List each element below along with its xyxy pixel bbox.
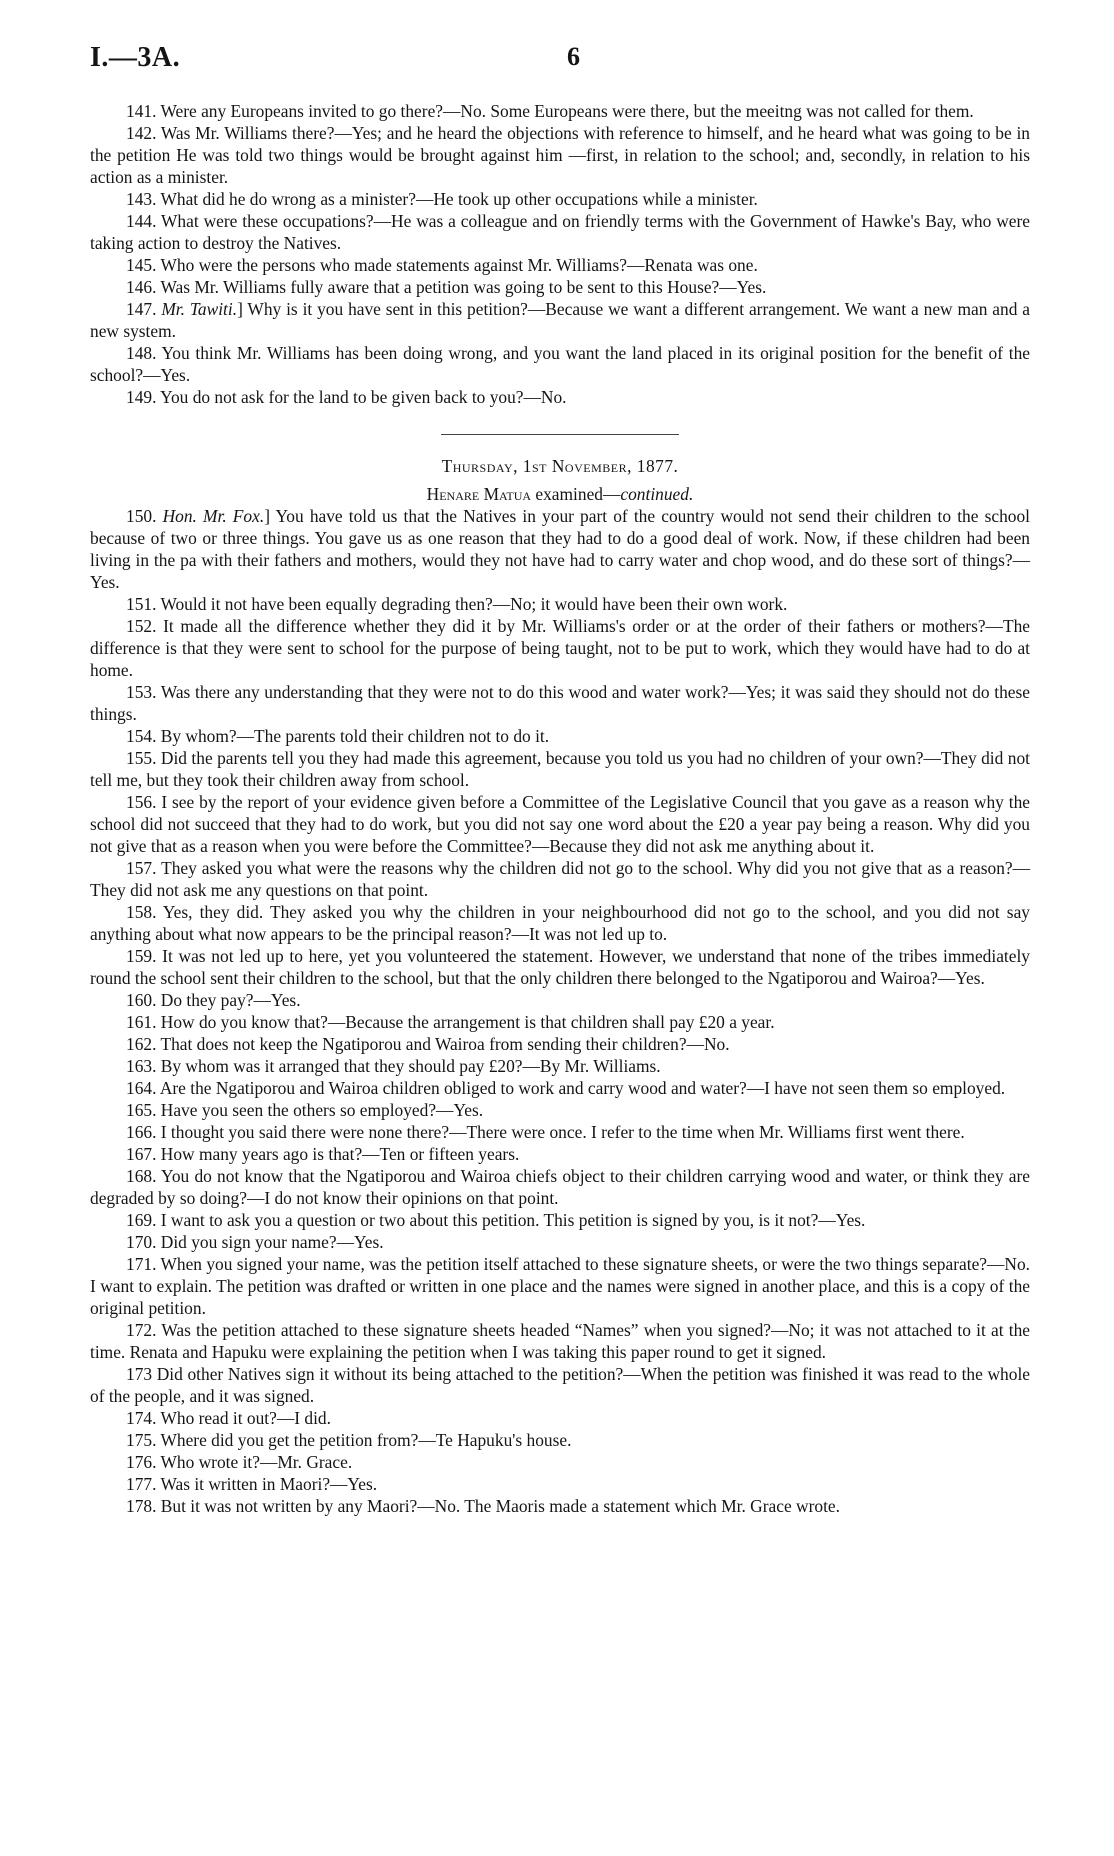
document-reference: I.—3A. — [90, 42, 181, 73]
question-171: 171. When you signed your name, was the petition itself attached to these signature sheets, or were the two things separate?—No. I want to explain. The petition was drafted or written in one place and the names were signed in another place, and this is a copy of the original petition. — [90, 1254, 1030, 1318]
question-148: 148. You think Mr. Williams has been doing wrong, and you want the land placed in its original position for the benefit of the school?—Yes. — [90, 343, 1030, 385]
question-155: 155. Did the parents tell you they had made this agreement, because you told us you had no children of your own?—They did not tell me, but they took their children away from school. — [90, 748, 1030, 790]
page-number: 6 — [567, 42, 580, 71]
question-173: 173 Did other Natives sign it without its being attached to the petition?—When the petition was finished it was read to the whole of the people, and it was signed. — [90, 1364, 1030, 1406]
question-149: 149. You do not ask for the land to be given back to you?—No. — [126, 387, 567, 407]
question-text: ] You have told us that the Natives in your part of the country would not send their children to the school because of two or three things. You gave us as one reason that they had to do a good deal of work. Now, if these children had been living in the pa with their fathers and mothers, would they not have had to carry water and chop wood, and do these sort of things?—Yes. — [90, 506, 1030, 592]
question-147 — [90, 298, 1030, 342]
question-157: 157. They asked you what were the reasons why the children did not go to the school. Why did you not give that as a reason?—They did not ask me any questions on that point. — [90, 858, 1030, 900]
question-143: 143. What did he do wrong as a minister?—He took up other occupations while a minister. — [126, 189, 758, 209]
question-176: 176. Who wrote it?—Mr. Grace. — [126, 1452, 353, 1472]
question-162: 162. That does not keep the Ngatiporou and Wairoa from sending their children?—No. — [126, 1034, 730, 1054]
question-168: 168. You do not know that the Ngatiporou and Wairoa chiefs object to their children carrying wood and water, or think they are degraded by so doing?—I do not know their opinions on that point. — [90, 1166, 1030, 1208]
question-174: 174. Who read it out?—I did. — [126, 1408, 331, 1428]
question-167: 167. How many years ago is that?—Ten or fifteen years. — [126, 1144, 520, 1164]
question-164: 164. Are the Ngatiporou and Wairoa children obliged to work and carry wood and water?—I have not seen them so employed. — [126, 1078, 1006, 1098]
question-142: 142. Was Mr. Williams there?—Yes; and he heard the objections with reference to himself, and he heard what was going to be in the petition He was told two things would be brought against him —first, in relation to the school; and, secondly, in relation to his action as a minister. — [90, 123, 1030, 187]
speaker-name: Hon. Mr. Fox. — [162, 506, 265, 526]
continued-label: continued. — [620, 484, 694, 504]
witness-heading — [90, 483, 1030, 505]
page-header — [90, 42, 1024, 76]
question-166: 166. I thought you said there were none there?—There were once. I refer to the time when Mr. Williams first went there. — [126, 1122, 965, 1142]
examined-label: examined— — [531, 484, 621, 504]
question-152: 152. It made all the difference whether they did it by Mr. Williams's order or at the order of their fathers or mothers?—The difference is that they were sent to school for the purpose of being taught, not to be put to work, which they would have had to do at home. — [90, 616, 1030, 680]
question-175: 175. Where did you get the petition from?—Te Hapuku's house. — [126, 1430, 572, 1450]
question-154: 154. By whom?—The parents told their children not to do it. — [126, 726, 550, 746]
question-165: 165. Have you seen the others so employed?—Yes. — [126, 1100, 484, 1120]
page-body — [90, 100, 1030, 1517]
question-141: 141. Were any Europeans invited to go there?—No. Some Europeans were there, but the meeitng was not called for them. — [126, 101, 974, 121]
question-145: 145. Who were the persons who made statements against Mr. Williams?—Renata was one. — [126, 255, 758, 275]
question-number: 147. — [126, 299, 157, 319]
question-177: 177. Was it written in Maori?—Yes. — [126, 1474, 378, 1494]
speaker-name: Mr. Tawiti. — [161, 299, 238, 319]
date-heading: Thursday, 1st November, 1877. — [441, 456, 679, 476]
question-150 — [90, 505, 1030, 593]
question-159: 159. It was not led up to here, yet you volunteered the statement. However, we understand that none of the tribes immediately round the school sent their children to the school, but that the only children there belonged to the Ngatiporou and Wairoa?—Yes. — [90, 946, 1030, 988]
question-161: 161. How do you know that?—Because the arrangement is that children shall pay £20 a year. — [126, 1012, 775, 1032]
question-178: 178. But it was not written by any Maori?—No. The Maoris made a statement which Mr. Grace wrote. — [126, 1496, 840, 1516]
question-153: 153. Was there any understanding that they were not to do this wood and water work?—Yes; it was said they should not do these things. — [90, 682, 1030, 724]
question-151: 151. Would it not have been equally degrading then?—No; it would have been their own work. — [126, 594, 788, 614]
question-146: 146. Was Mr. Williams fully aware that a petition was going to be sent to this House?—Yes. — [126, 277, 767, 297]
question-163: 163. By whom was it arranged that they should pay £20?—By Mr. Williams. — [126, 1056, 661, 1076]
question-160: 160. Do they pay?—Yes. — [126, 990, 301, 1010]
section-divider — [441, 434, 679, 435]
question-169: 169. I want to ask you a question or two about this petition. This petition is signed by you, is it not?—Yes. — [126, 1210, 866, 1230]
question-number: 150. — [126, 506, 157, 526]
question-158: 158. Yes, they did. They asked you why the children in your neighbourhood did not go to the school, and you did not say anything about what now appears to be the principal reason?—It was not led up to. — [90, 902, 1030, 944]
question-text: ] Why is it you have sent in this petition?—Because we want a different arrangement. We want a new man and a new system. — [90, 299, 1030, 341]
question-172: 172. Was the petition attached to these signature sheets headed “Names” when you signed?—No; it was not attached to it at the time. Renata and Hapuku were explaining the petition when I was taking this paper round to get it signed. — [90, 1320, 1030, 1362]
question-144: 144. What were these occupations?—He was a colleague and on friendly terms with the Government of Hawke's Bay, who were taking action to destroy the Natives. — [90, 211, 1030, 253]
question-156: 156. I see by the report of your evidence given before a Committee of the Legislative Council that you gave as a reason why the school did not succeed that they had to do work, but you did not say one word about the £20 a year pay being a reason. Why did you not give that as a reason when you were before the Committee?—Because they did not ask me anything about it. — [90, 792, 1030, 856]
question-170: 170. Did you sign your name?—Yes. — [126, 1232, 384, 1252]
witness-name: Henare Matua — [426, 484, 532, 504]
